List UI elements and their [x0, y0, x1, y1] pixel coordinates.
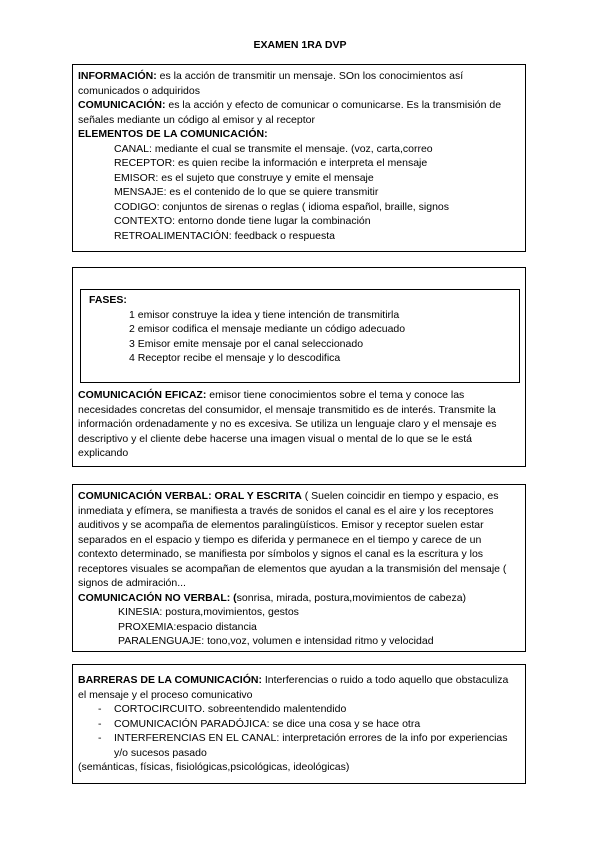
phase-item: 3 Emisor emite mensaje por el canal seleccionado: [129, 337, 364, 350]
nonverbal-text: sonrisa, mirada, postura,movimientos de cabeza): [236, 591, 467, 604]
barriers-paragraph: [78, 673, 519, 702]
com-paragraph: [78, 98, 519, 127]
barrier-item: - INTERFERENCIAS EN EL CANAL: interpretación errores de la info por experiencias y/o sucesos pasado: [98, 732, 508, 759]
nonverbal-item: KINESIA: postura,movimientos, gestos: [118, 606, 299, 618]
dash-bullet: -: [98, 717, 102, 730]
dash-bullet: -: [98, 732, 102, 744]
com-text: es la acción y efecto de comunicar o comunicarse. Es la transmisión de señales mediante un código al emisor y al receptor: [78, 99, 502, 126]
barriers-text: Interferencias o ruido a todo aquello que obstaculiza el mensaje y el proceso comunicativo: [78, 674, 509, 701]
section-information: [72, 64, 526, 252]
verbal-text: ( Suelen coincidir en tiempo y espacio, es inmediata y efímera, se manifiesta a través de sonidos el canal es el aire y los receptores auditivos y se acompaña de elementos paralingüísticos. Emisor y receptor suelen estar separados en el espacio y tiempo es diferida y permanece en el tiempo y carece de un contexto determinado, se manifiesta por símbolos y signos el canal es la escritura y los receptores visuales se acompañan de elementos que ayudan a la transmisión del mensaje ( signos de admiración...: [78, 490, 507, 589]
element-item: RETROALIMENTACIÓN: feedback o respuesta: [114, 229, 335, 242]
element-item: RECEPTOR: es quien recibe la información e interpreta el mensaje: [114, 157, 428, 169]
phase-item: 1 emisor construye la idea y tiene intención de transmitirla: [129, 308, 400, 321]
section-verbal: [72, 484, 526, 652]
info-text: es la acción de transmitir un mensaje. SOn los conocimientos así comunicados o adquiridos: [78, 70, 464, 97]
elements-heading: ELEMENTOS DE LA COMUNICACIÓN:: [78, 128, 268, 140]
effective-communication: [78, 388, 520, 461]
nonverbal-heading: COMUNICACIÓN NO VERBAL: (: [78, 591, 237, 604]
element-item: EMISOR: es el sujeto que construye y emite el mensaje: [114, 171, 374, 184]
barriers-footer: (semánticas, físicas, fisiológicas,psicológicas, ideológicas): [78, 761, 350, 773]
nonverbal-item: PROXEMIA:espacio distancia: [118, 620, 257, 633]
barrier-item: - CORTOCIRCUITO. sobreentendido malentendido: [98, 703, 347, 715]
phase-item: 4 Receptor recibe el mensaje y lo descodifica: [129, 352, 341, 364]
eficaz-heading: COMUNICACIÓN EFICAZ:: [78, 389, 207, 401]
section-barriers: [72, 664, 526, 784]
dash-bullet: -: [98, 703, 102, 715]
element-item: CODIGO: conjuntos de sirenas o reglas ( idioma español, braille, signos: [114, 200, 449, 213]
phases-heading: FASES:: [89, 294, 127, 306]
phases-box: [80, 289, 520, 383]
barriers-list: [78, 702, 519, 760]
element-item: MENSAJE: es el contenido de lo que se quiere transmitir: [114, 186, 379, 198]
page-title: EXAMEN 1RA DVP: [253, 39, 347, 51]
com-heading: COMUNICACIÓN:: [78, 99, 166, 111]
phase-item: 2 emisor codifica el mensaje mediante un código adecuado: [129, 323, 406, 335]
verbal-paragraph: [78, 489, 519, 591]
element-item: CONTEXTO: entorno donde tiene lugar la combinación: [114, 215, 371, 227]
nonverbal-item: PARALENGUAJE: tono,voz, volumen e intensidad ritmo y velocidad: [118, 635, 434, 647]
barrier-item: - COMUNICACIÓN PARADÓJICA: se dice una cosa y se hace otra: [98, 717, 421, 730]
verbal-heading: COMUNICACIÓN VERBAL: ORAL Y ESCRITA: [78, 490, 302, 502]
barriers-heading: BARRERAS DE LA COMUNICACIÓN:: [78, 674, 262, 686]
element-item: CANAL: mediante el cual se transmite el mensaje. (voz, carta,correo: [114, 142, 433, 155]
eficaz-text: emisor tiene conocimientos sobre el tema y conoce las necesidades concretas del consumidor, el mensaje transmitido es de interés. Transmite la información ordenadamente y no es excesiva. Se utiliza un lenguaje claro y el mensaje es descriptivo y el cliente debe hacerse una imagen visual o mental de lo que se le está explicando: [78, 389, 497, 459]
info-paragraph: [78, 69, 519, 98]
section-phases: [72, 267, 526, 467]
nonverbal-paragraph: [78, 591, 519, 606]
info-heading: INFORMACIÓN:: [78, 70, 157, 82]
